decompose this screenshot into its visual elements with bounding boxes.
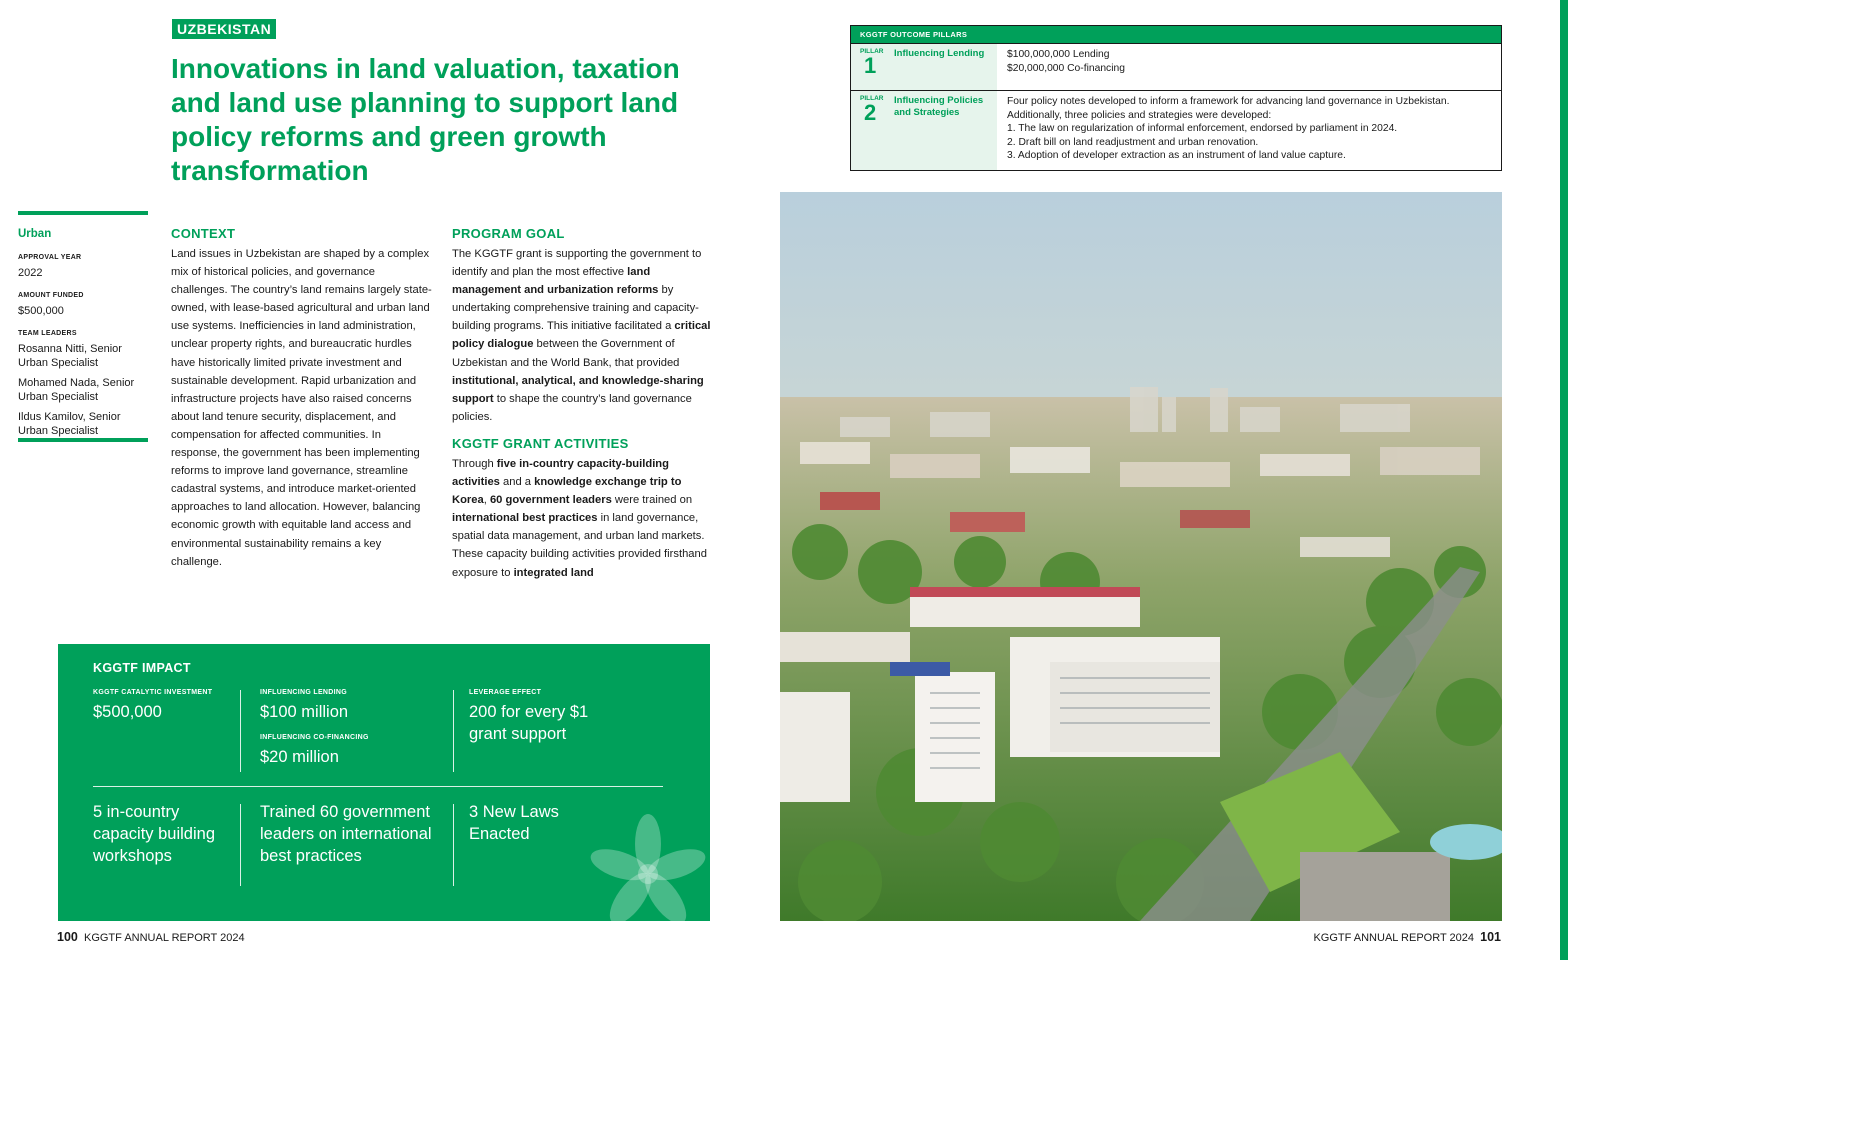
impact-divider <box>453 690 454 772</box>
project-sidebar <box>18 227 148 444</box>
impact-title: KGGTF IMPACT <box>93 661 191 675</box>
pillar-name: Influencing Policies and Strategies <box>894 95 984 118</box>
context-heading: CONTEXT <box>171 226 236 241</box>
leverage-effect-value: 200 for every $1 grant support <box>469 703 589 743</box>
impact-stat-workshops: 5 in-country capacity building workshops <box>93 803 215 865</box>
cofinancing-value: $20 million <box>260 748 339 766</box>
kggtf-impact-panel <box>58 644 710 921</box>
team-leader: Ildus Kamilov, Senior Urban Specialist <box>18 411 121 437</box>
pillar-number: 2 <box>864 100 877 125</box>
footer-right <box>1313 930 1501 944</box>
pillar-name: Influencing Lending <box>894 48 985 59</box>
grant-activities-heading: KGGTF GRANT ACTIVITIES <box>452 435 629 451</box>
footer-label: KGGTF ANNUAL REPORT 2024 <box>1313 932 1475 944</box>
page-number: 100 <box>57 930 78 944</box>
program-goal-text: The KGGTF grant is supporting the government to identify and plan the most effective land management and urbanization reforms by undertaking comprehensive training and capacity-building programs. This initiative facilitated a critical policy dialogue between the Government of Uzbekistan and the World Bank, that provided institutional, analytical, and knowledge-sharing support to shape the country’s land governance policies. <box>452 248 711 423</box>
impact-divider <box>240 690 241 772</box>
team-leaders-label: TEAM LEADERS <box>18 330 77 337</box>
cofinancing-label: INFLUENCING CO-FINANCING <box>260 734 369 741</box>
amount-funded-value: $500,000 <box>18 305 64 317</box>
approval-year-value: 2022 <box>18 267 43 279</box>
outcome-pillars-table <box>850 25 1502 171</box>
impact-stat-trained: Trained 60 government leaders on international best practices <box>260 803 432 865</box>
page-title: Innovations in land valuation, taxation and land use planning to support land policy reforms and green growth transformation <box>171 53 680 186</box>
page-edge-bar <box>1560 0 1568 960</box>
pillar-details: $100,000,000 Lending $20,000,000 Co-financing <box>1007 49 1125 74</box>
context-text: Land issues in Uzbekistan are shaped by a complex mix of historical policies, and governance challenges. The country’s land remains largely state-owned, with lease-based agricultural and urban land use systems. Inefficiencies in land administration, unclear property rights, and bureaucratic hurdles have historically limited private investment and sustainable development. Rapid urbanization and infrastructure projects have also raised concerns about land tenure security, displacement, and compensation for affected communities. In response, the government has been implementing reforms to improve land governance, streamline cadastral systems, and introduce market-oriented approaches to land allocation. However, balancing economic growth with equitable land access and environmental sustainability remains a key challenge. <box>171 248 432 568</box>
team-leader: Rosanna Nitti, Senior Urban Specialist <box>18 343 122 369</box>
pillar-number: 1 <box>864 53 877 78</box>
grant-activities-text: Through five in-country capacity-building activities and a knowledge exchange trip to Korea, 60 government leaders were trained on international best practices in land governance, spatial data management, and urban land markets. These capacity building activities provided firsthand exposure to integrated land <box>452 457 707 579</box>
approval-year-label: APPROVAL YEAR <box>18 254 82 261</box>
pillar-details: Four policy notes developed to inform a framework for advancing land governance in Uzbekistan. Additionally, three policies and strategies were developed: 1. The law on regularization of informal enforcement, endorsed by parliament in 2024. 2. Draft bill on land readjustment and urban renovation. 3. Adoption of developer extraction as an instrument of land value capture. <box>1007 96 1450 161</box>
footer-label: KGGTF ANNUAL REPORT 2024 <box>83 932 245 944</box>
pillar-row <box>851 43 1501 90</box>
pillar-label: PILLAR <box>860 48 884 55</box>
flower-decoration-icon <box>588 814 708 921</box>
leverage-effect-label: LEVERAGE EFFECT <box>469 689 542 696</box>
amount-funded-label: AMOUNT FUNDED <box>18 292 84 299</box>
pillars-header: KGGTF OUTCOME PILLARS <box>851 26 1501 43</box>
sector-label: Urban <box>18 228 52 240</box>
team-leader: Mohamed Nada, Senior Urban Specialist <box>18 377 135 403</box>
country-tag: UZBEKISTAN <box>172 19 276 39</box>
pillar-label: PILLAR <box>860 95 884 102</box>
impact-divider <box>453 804 454 886</box>
context-section <box>171 226 433 571</box>
impact-horizontal-divider <box>93 786 663 787</box>
program-section <box>452 226 714 582</box>
city-aerial-photo <box>780 192 1502 921</box>
city-photo-illustration <box>780 192 1502 921</box>
footer-left <box>57 930 245 944</box>
sidebar-bottom-rule <box>18 438 148 442</box>
pillar-row <box>851 90 1501 170</box>
impact-divider <box>240 804 241 886</box>
impact-stat-laws: 3 New Laws Enacted <box>469 803 559 843</box>
sidebar-top-rule <box>18 211 148 215</box>
influencing-lending-value: $100 million <box>260 703 349 721</box>
page-number: 101 <box>1480 930 1501 944</box>
catalytic-investment-value: $500,000 <box>93 703 162 721</box>
program-goal-heading: PROGRAM GOAL <box>452 226 565 241</box>
catalytic-investment-label: KGGTF CATALYTIC INVESTMENT <box>93 689 213 696</box>
influencing-lending-label: INFLUENCING LENDING <box>260 689 347 696</box>
